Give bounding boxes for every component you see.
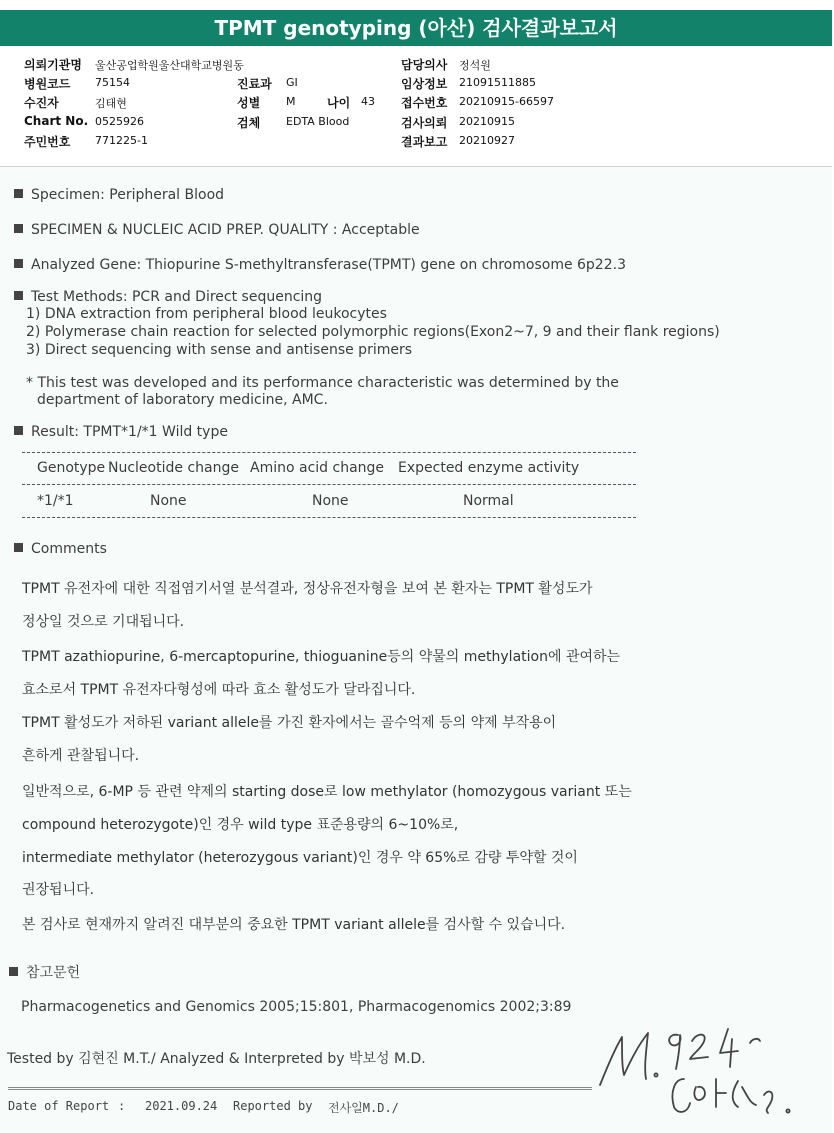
value-test-request: 20210915 — [459, 115, 515, 128]
label-receipt-no: 접수번호 — [401, 96, 448, 110]
method-note-2: department of laboratory medicine, AMC. — [37, 392, 328, 408]
date-of-report-label: Date of Report — [8, 1099, 110, 1113]
reported-by-value: 전사일M.D./ — [328, 1101, 399, 1115]
quality-line — [14, 222, 420, 238]
label-test-request: 검사의뢰 — [401, 116, 448, 130]
reported-by-label: Reported by — [233, 1099, 313, 1113]
bullet-square-icon — [14, 426, 23, 435]
label-result-report: 결과보고 — [401, 135, 448, 149]
bullet-square-icon — [14, 543, 23, 552]
comment-line: TPMT azathiopurine, 6-mercaptopurine, thioguanine등의 약물의 methylation에 관여하는 — [22, 649, 621, 665]
bullet-square-icon — [14, 259, 23, 268]
method-step-1: 1) DNA extraction from peripheral blood leukocytes — [26, 306, 387, 322]
value-chart-no: 0525926 — [95, 115, 144, 128]
comment-line: 일반적으로, 6-MP 등 관련 약제의 starting dose로 low methylator (homozygous variant 또는 — [22, 784, 632, 800]
comment-line: intermediate methylator (heterozygous variant)인 경우 약 65%로 감량 투약할 것이 — [22, 850, 578, 866]
footer-divider — [8, 1087, 592, 1090]
value-clinical-info: 21091511885 — [459, 76, 536, 89]
value-resident-no: 771225-1 — [95, 134, 148, 147]
method-note-1: * This test was developed and its performance characteristic was determined by the — [26, 375, 619, 391]
specimen-line — [14, 187, 224, 203]
result-col-amino-acid: Amino acid change — [250, 460, 385, 476]
test-methods-heading — [14, 289, 322, 305]
references-heading — [9, 962, 80, 982]
comment-line: 권장됩니다. — [22, 882, 95, 898]
value-sex: M — [286, 95, 296, 108]
result-cell-enzyme: Normal — [463, 493, 514, 509]
label-chart-no: Chart No. — [24, 114, 89, 128]
analyzed-gene-line — [14, 257, 626, 273]
label-clinical-info: 임상정보 — [401, 77, 448, 91]
header-info — [0, 48, 832, 167]
comment-line: TPMT 활성도가 저하된 variant allele를 가진 환자에서는 골수억제 등의 약제 부작용이 — [22, 715, 557, 731]
result-divider-mid — [22, 484, 636, 485]
label-resident-no: 주민번호 — [24, 135, 71, 149]
result-divider-top — [22, 452, 636, 453]
comment-line: 흔하게 관찰됩니다. — [22, 748, 140, 764]
comment-line: 효소로서 TPMT 유전자다형성에 따라 효소 활성도가 달라집니다. — [22, 682, 416, 698]
label-hospital-code: 병원코드 — [24, 77, 71, 91]
bullet-square-icon — [14, 189, 23, 198]
comments-heading — [14, 541, 107, 557]
label-requesting-org: 의뢰기관명 — [24, 58, 82, 72]
date-of-report-value: 2021.09.24 — [145, 1099, 218, 1113]
tested-by: Tested by 김현진 M.T./ Analyzed & Interpreted by 박보성 M.D. — [7, 1051, 426, 1067]
result-heading — [14, 424, 228, 440]
label-sex: 성별 — [237, 96, 261, 110]
value-result-report: 20210927 — [459, 134, 515, 147]
result-cell-nucleotide: None — [150, 493, 187, 509]
comment-line: 정상일 것으로 기대됩니다. — [22, 614, 185, 630]
label-age: 나이 — [327, 96, 351, 110]
comment-line: compound heterozygote)인 경우 wild type 표준용량의 6~10%로, — [22, 817, 459, 833]
analyzed-gene-text: Analyzed Gene: Thiopurine S-methyltransferase(TPMT) gene on chromosome 6p22.3 — [31, 257, 626, 273]
label-patient: 수진자 — [24, 96, 59, 110]
comments-heading-text: Comments — [31, 541, 107, 557]
method-step-2: 2) Polymerase chain reaction for selected polymorphic regions(Exon2~7, 9 and their flank regions) — [26, 324, 720, 340]
value-hospital-code: 75154 — [95, 76, 130, 89]
result-col-genotype: Genotype — [37, 460, 106, 476]
test-methods-text: Test Methods: PCR and Direct sequencing — [31, 289, 323, 305]
bullet-square-icon — [14, 291, 23, 300]
references-text: Pharmacogenetics and Genomics 2005;15:801, Pharmacogenomics 2002;3:89 — [21, 999, 572, 1015]
value-requesting-org: 울산공업학원울산대학교병원동 — [95, 59, 244, 72]
result-col-nucleotide: Nucleotide change — [108, 460, 239, 476]
result-col-enzyme: Expected enzyme activity — [398, 460, 580, 476]
label-doctor: 담당의사 — [401, 58, 448, 72]
bullet-square-icon — [14, 224, 23, 233]
result-cell-genotype: *1/*1 — [37, 493, 74, 509]
result-divider-bottom — [22, 517, 636, 518]
method-step-3: 3) Direct sequencing with sense and antisense primers — [26, 342, 413, 358]
value-doctor: 정석원 — [459, 59, 491, 72]
result-text: Result: TPMT*1/*1 Wild type — [31, 424, 228, 440]
result-cell-amino-acid: None — [312, 493, 349, 509]
value-patient: 김태현 — [95, 97, 127, 110]
bullet-square-icon — [9, 967, 18, 976]
value-department: GI — [286, 76, 298, 89]
value-age: 43 — [361, 95, 375, 108]
label-specimen-type: 검체 — [237, 116, 261, 130]
value-receipt-no: 20210915-66597 — [459, 95, 554, 108]
specimen-text: Specimen: Peripheral Blood — [31, 187, 225, 203]
comment-line: TPMT 유전자에 대한 직접염기서열 분석결과, 정상유전자형을 보여 본 환자는 TPMT 활성도가 — [22, 581, 593, 597]
label-department: 진료과 — [237, 77, 272, 91]
value-specimen-type: EDTA Blood — [286, 115, 350, 128]
report-title: TPMT genotyping (아산) 검사결과보고서 — [0, 10, 832, 46]
quality-text: SPECIMEN & NUCLEIC ACID PREP. QUALITY : Acceptable — [31, 222, 420, 238]
handwritten-signature — [592, 1015, 802, 1125]
comment-line: 본 검사로 현재까지 알려진 대부분의 중요한 TPMT variant allele를 검사할 수 있습니다. — [22, 917, 566, 933]
date-separator: : — [118, 1099, 126, 1113]
references-heading-text: 참고문헌 — [26, 965, 81, 981]
